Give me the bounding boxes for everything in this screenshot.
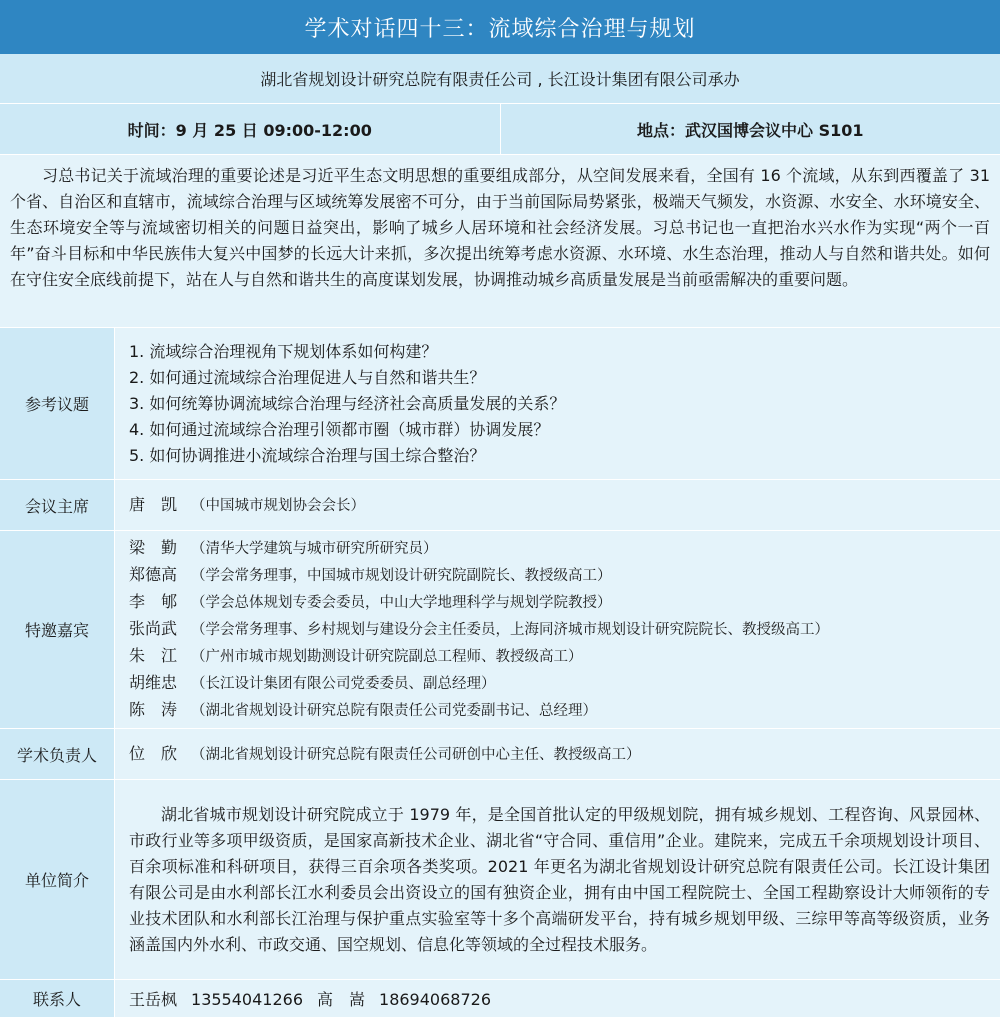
unit-content <box>115 780 1000 979</box>
guest-item <box>129 589 990 616</box>
guest-name: 张尚武 <box>129 619 178 638</box>
place-text: 地点：武汉国博会议中心 S101 <box>637 120 864 140</box>
contact-label: 联系人 <box>0 980 115 1017</box>
academic-row <box>0 729 1000 780</box>
guest-item <box>129 697 990 724</box>
academic-desc: （湖北省规划设计研究总院有限责任公司研创中心主任、教授级高工） <box>191 746 641 763</box>
chair-row <box>0 480 1000 531</box>
guest-item <box>129 670 990 697</box>
organizer-row <box>0 54 1000 104</box>
guests-list <box>115 531 1000 728</box>
guest-desc: （广州市城市规划勘测设计研究院副总工程师、教授级高工） <box>191 649 583 665</box>
contact-content <box>115 980 1000 1017</box>
guest-desc: （清华大学建筑与城市研究所研究员） <box>191 541 438 557</box>
unit-label: 单位简介 <box>0 780 115 979</box>
guest-desc: （湖北省规划设计研究总院有限责任公司党委副书记、总经理） <box>191 703 597 719</box>
contact-name: 王岳枫 <box>129 990 178 1009</box>
unit-text: 湖北省城市规划设计研究院成立于 1979 年，是全国首批认定的甲级规划院，拥有城乡规划、工程咨询、风景园林、市政行业等多项甲级资质，是国家高新技术企业、湖北省“守合同、重信用”企业。建院来，完成五千余项规划设计项目、百余项标准和科研项目，获得三百余项各类奖项。2021 年更名为湖北省规划设计研究总院有限责任公司。长江设计集团有限公司是由水利部长江水利委员会出资设立的国有独资企业，拥有由中国工程院院士、全国工程勘察设计大师领衔的专业技术团队和水利部长江治理与保护重点实验室等十多个高端研发平台，持有城乡规划甲级、三综甲等高等级资质，业务涵盖国内外水利、市政交通、国空规划、信息化等领域的全过程技术服务。 <box>129 804 990 954</box>
topic-item: 5. 如何协调推进小流域综合治理与国土综合整治？ <box>129 445 486 465</box>
contact-phone: 13554041266 <box>191 990 303 1009</box>
page-title: 学术对话四十三：流域综合治理与规划 <box>0 0 1000 54</box>
chair-label: 会议主席 <box>0 480 115 530</box>
academic-person <box>129 741 990 768</box>
time-text: 时间：9 月 25 日 09:00-12:00 <box>127 120 372 140</box>
intro-section <box>0 155 1000 328</box>
guest-desc: （学会常务理事、乡村规划与建设分会主任委员，上海同济城市规划设计研究院院长、教授级高工） <box>191 622 829 638</box>
guest-desc: （学会常务理事，中国城市规划设计研究院副院长、教授级高工） <box>191 568 612 584</box>
guest-name: 梁 勤 <box>129 538 178 557</box>
contact-name: 高 嵩 <box>317 990 366 1009</box>
guest-name: 陈 涛 <box>129 700 178 719</box>
topic-item: 3. 如何统筹协调流域综合治理与经济社会高质量发展的关系？ <box>129 393 566 413</box>
guest-item <box>129 643 990 670</box>
academic-label: 学术负责人 <box>0 729 115 779</box>
chair-name: 唐 凯 <box>129 494 178 514</box>
guest-desc: （学会总体规划专委会委员，中山大学地理科学与规划学院教授） <box>191 595 612 611</box>
contact-line <box>129 987 990 1010</box>
topic-item: 1. 流域综合治理视角下规划体系如何构建？ <box>129 341 438 361</box>
chair-person <box>129 492 990 519</box>
topics-row <box>0 328 1000 480</box>
guests-label: 特邀嘉宾 <box>0 531 115 728</box>
guest-item <box>129 535 990 562</box>
place-cell <box>501 104 1000 154</box>
contact-row <box>0 980 1000 1017</box>
topics-label: 参考议题 <box>0 328 115 479</box>
chair-content <box>115 480 1000 530</box>
academic-content <box>115 729 1000 779</box>
time-cell <box>0 104 501 154</box>
academic-name: 位 欣 <box>129 743 178 763</box>
guests-row <box>0 531 1000 729</box>
guest-name: 李 郇 <box>129 592 178 611</box>
chair-desc: （中国城市规划协会会长） <box>191 497 365 514</box>
unit-row <box>0 780 1000 980</box>
guest-name: 胡维忠 <box>129 673 178 692</box>
topic-item: 4. 如何通过流域综合治理引领都市圈（城市群）协调发展？ <box>129 419 550 439</box>
topic-item: 2. 如何通过流域综合治理促进人与自然和谐共生？ <box>129 367 486 387</box>
time-place-row <box>0 104 1000 155</box>
topics-list <box>115 328 1000 479</box>
contact-phone: 18694068726 <box>379 990 491 1009</box>
guest-item <box>129 562 990 589</box>
guest-name: 郑德高 <box>129 565 178 584</box>
guest-name: 朱 江 <box>129 646 178 665</box>
guest-item <box>129 616 990 643</box>
organizer-text: 湖北省规划设计研究总院有限责任公司 , 长江设计集团有限公司承办 <box>260 70 740 89</box>
guest-desc: （长江设计集团有限公司党委委员、副总经理） <box>191 676 496 692</box>
intro-text: 习总书记关于流域治理的重要论述是习近平生态文明思想的重要组成部分，从空间发展来看，全国有 16 个流域，从东到西覆盖了 31 个省、自治区和直辖市，流域综合治理与区域统筹发展密不可分，由于当前国际局势紧张，极端天气频发，水资源、水安全、水环境安全、生态环境安全等与流域密切相关的问题日益突出，影响了城乡人居环境和社会经济发展。习总书记也一直把治水兴水作为实现“两个一百年”奋斗目标和中华民族伟大复兴中国梦的长远大计来抓，多次提出统筹考虑水资源、水环境、水生态治理，推动人与自然和谐共处。如何在守住安全底线前提下，站在人与自然和谐共生的高度谋划发展，协调推动城乡高质量发展是当前亟需解决的重要问题。 <box>10 166 990 289</box>
